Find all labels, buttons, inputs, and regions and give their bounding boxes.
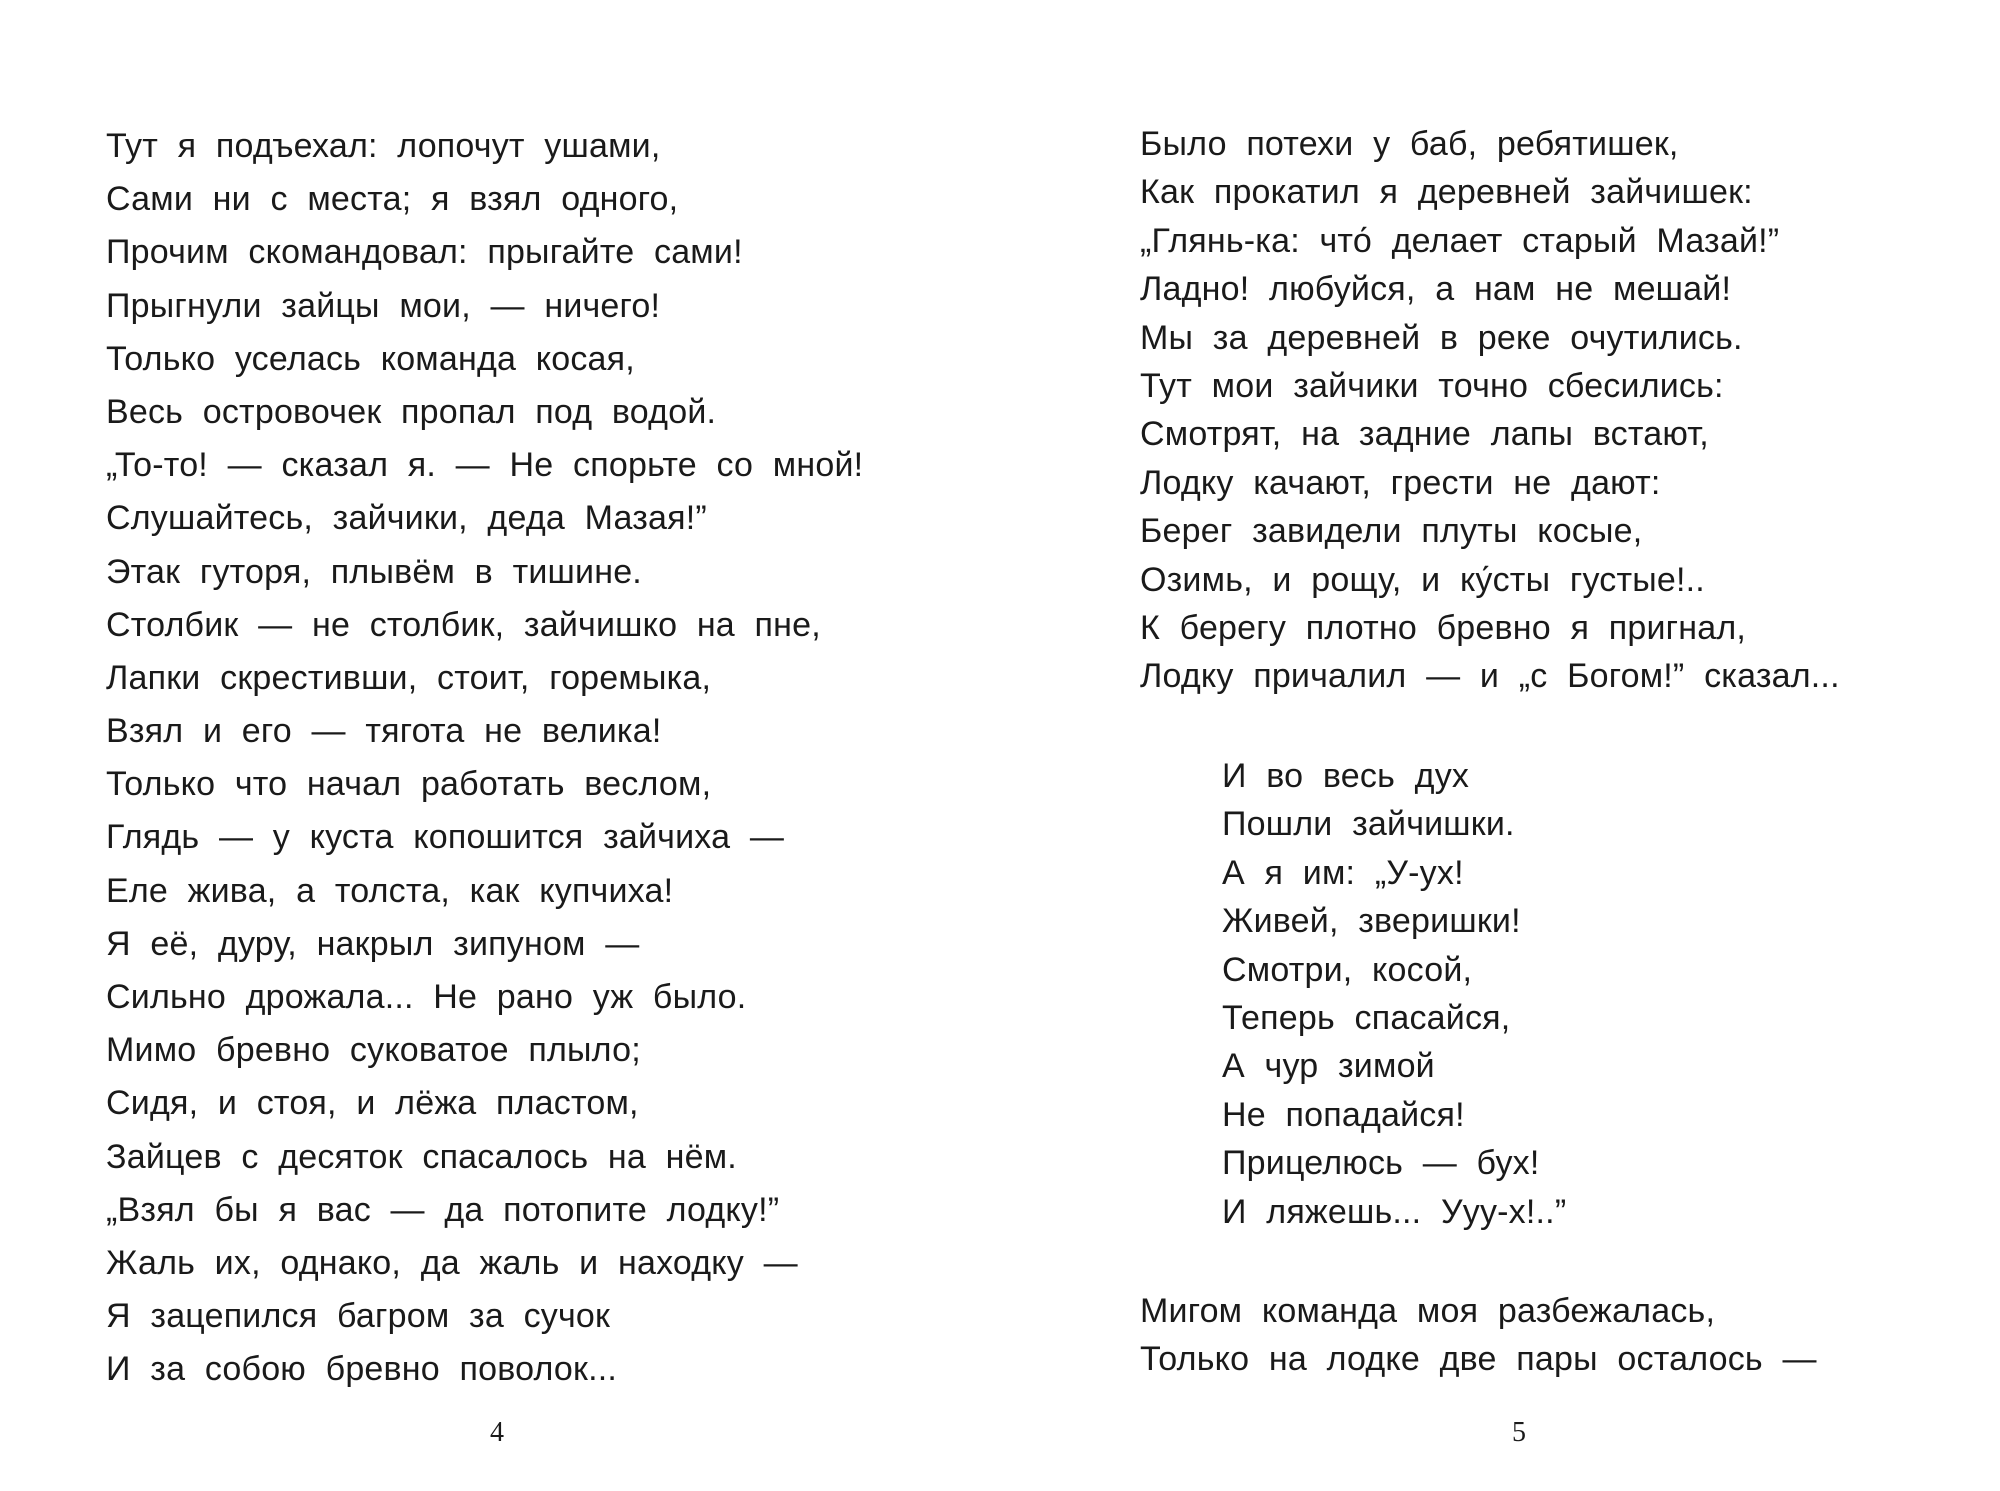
poem-line: Сами ни с места; я взял одного,: [106, 180, 679, 219]
page-number-right: 5: [1512, 1417, 1526, 1448]
poem-line: Я зацепился багром за сучок: [106, 1297, 611, 1336]
poem-line: Тут мои зайчики точно сбесились:: [1140, 366, 1724, 405]
right-page-stanza-1: [1140, 120, 1840, 701]
poem-line: Прицелюсь — бух!: [1222, 1144, 1540, 1183]
poem-line: Мигом команда моя разбежалась,: [1140, 1292, 1716, 1330]
poem-line: Только что начал работать веслом,: [106, 765, 712, 804]
poem-line: Я её, дуру, накрыл зипуном —: [106, 924, 640, 963]
poem-line: „Глянь-ка: что́ делает старый Мазай!”: [1140, 221, 1780, 260]
poem-line: Живей, зверишки!: [1222, 902, 1521, 941]
page-number-left: 4: [490, 1417, 504, 1448]
poem-line: Лапки скрестивши, стоит, горемыка,: [106, 658, 712, 697]
poem-line: Этак гуторя, плывём в тишине.: [106, 552, 642, 591]
poem-line: К берегу плотно бревно я пригнал,: [1140, 608, 1747, 647]
poem-line: Взял и его — тягота не велика!: [106, 712, 662, 751]
poem-line: И во весь дух: [1222, 757, 1470, 795]
poem-line: Столбик — не столбик, зайчишко на пне,: [106, 605, 821, 644]
poem-line: Глядь — у куста копошится зайчиха —: [106, 818, 785, 857]
poem-line: Мы за деревней в реке очутились.: [1140, 318, 1743, 357]
right-page-stanza-2: [1222, 752, 1566, 1236]
poem-line: А я им: „У-ух!: [1222, 853, 1464, 892]
right-page-stanza-3: [1140, 1287, 1817, 1384]
poem-line: Озимь, и рощу, и ку́сты густые!..: [1140, 560, 1705, 599]
poem-line: Зайцев с десяток спасалось на нём.: [106, 1137, 737, 1176]
poem-line: Ладно! любуйся, а нам не мешай!: [1140, 270, 1732, 309]
poem-line: Тут я подъехал: лопочут ушами,: [106, 127, 661, 165]
poem-line: Прочим скомандовал: прыгайте сами!: [106, 233, 743, 272]
poem-line: Прыгнули зайцы мои, — ничего!: [106, 286, 661, 325]
poem-line: Смотри, косой,: [1222, 950, 1473, 989]
right-page: [1000, 0, 2000, 1491]
poem-line: Только уселась команда косая,: [106, 339, 635, 378]
poem-line: „Взял бы я вас — да потопите лодку!”: [106, 1190, 780, 1229]
poem-line: Теперь спасайся,: [1222, 998, 1511, 1037]
poem-line: А чур зимой: [1222, 1047, 1435, 1086]
poem-line: Слушайтесь, зайчики, деда Мазая!”: [106, 499, 707, 538]
poem-line: Не попадайся!: [1222, 1095, 1465, 1134]
poem-line: Жаль их, однако, да жаль и находку —: [106, 1243, 798, 1282]
poem-line: Смотрят, на задние лапы встают,: [1140, 415, 1709, 454]
poem-line: Только на лодке две пары осталось —: [1140, 1340, 1817, 1379]
poem-line: Сидя, и стоя, и лёжа пластом,: [106, 1084, 639, 1123]
left-page-poem: [106, 120, 863, 1397]
poem-line: Лодку причалил — и „с Богом!” сказал...: [1140, 657, 1840, 696]
poem-line: Было потехи у баб, ребятишек,: [1140, 125, 1679, 163]
poem-line: И ляжешь... Ууу-х!..”: [1222, 1192, 1567, 1231]
poem-line: Пошли зайчишки.: [1222, 805, 1515, 844]
poem-line: Как прокатил я деревней зайчишек:: [1140, 173, 1753, 212]
poem-line: Лодку качают, грести не дают:: [1140, 463, 1661, 502]
poem-line: Сильно дрожала... Не рано уж было.: [106, 978, 747, 1016]
poem-line: Еле жива, а толста, как купчиха!: [106, 871, 674, 910]
poem-line: Берег завидели плуты косые,: [1140, 512, 1643, 551]
poem-line: „То-то! — сказал я. — Не спорьте со мной!: [106, 446, 864, 485]
poem-line: И за собою бревно поволок...: [106, 1350, 618, 1389]
poem-line: Мимо бревно суковатое плыло;: [106, 1031, 641, 1070]
poem-line: Весь островочек пропал под водой.: [106, 392, 717, 431]
